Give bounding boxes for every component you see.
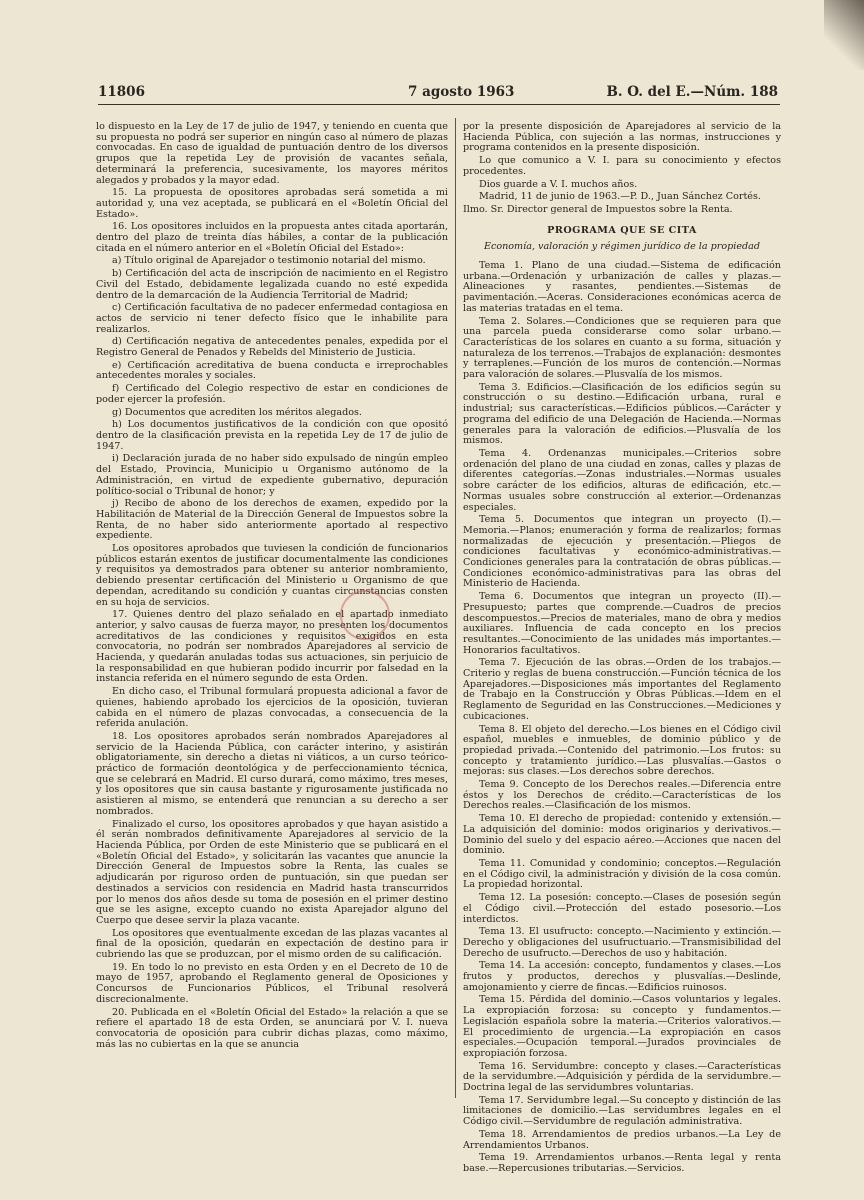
- paragraph: f) Certificado del Colegio respectivo de estar en condiciones de poder ejercer la profesión.: [96, 383, 448, 405]
- paragraph: Madrid, 11 de junio de 1963.—P. D., Juan Sánchez Cortés.: [479, 191, 761, 203]
- paragraph: d) Certificación negativa de antecedentes penales, expedida por el Registro General de Penados y Rebelds del Ministerio de Justicia.: [96, 336, 448, 359]
- paragraph: Lo que comunico a V. I. para su conocimiento y efectos procedentes.: [463, 155, 781, 177]
- program-topic: Tema 15. Pérdida del dominio.—Casos voluntarios y legales. La expropiación forzosa: su concepto y fundamentos.—Legislación española sobre la materia.—Criterios valorativos.—El procedimiento de urgencia.—La expropiación en casos especiales.—Ocupación temporal.—Jurados provinciales de expropiación forzosa.: [463, 994, 781, 1059]
- paragraph: por la presente disposición de Aparejadores al servicio de la Hacienda Pública, con sujeción a las normas, instrucciones y programa contenidos en la presente disposición.: [463, 121, 781, 154]
- paragraph: Ilmo. Sr. Director general de Impuestos sobre la Renta.: [463, 203, 733, 215]
- paragraph: 19. En todo lo no previsto en esta Orden y en el Decreto de 10 de mayo de 1957, aprobando el Reglamento general de Oposiciones y Concursos de Funcionarios Públicos, el Tribunal resolverá discrecionalmente.: [96, 961, 448, 1005]
- paragraph: 15. La propuesta de opositores aprobadas será sometida a mi autoridad y, una vez aceptada, se publicará en el «Boletín Oficial del Estado».: [96, 187, 448, 220]
- right-column-intro: [463, 122, 781, 216]
- program-topics: [463, 261, 781, 1175]
- left-column: [96, 122, 448, 1052]
- right-column: [463, 122, 781, 1177]
- paragraph: 17. Quienes dentro del plazo señalado en el apartado inmediato anterior, y salvo causas de fuerza mayor, no presenten los documentos acreditativos de las condiciones y requisitos exigidos en esta convocatoria, no podrán ser nombrados Aparejadores al servicio de Hacienda, y quedarán anuladas todas sus actuaciones, sin perjuicio de la responsabilidad en que hubieran podido incurrir por falsedad en la instancia referida en el número segundo de esta Orden.: [96, 609, 448, 685]
- paragraph: h) Los documentos justificativos de la condición con que opositó dentro de la clasificación prevista en la repetida Ley de 17 de julio de 1947.: [96, 419, 448, 452]
- paragraph: b) Certificación del acta de inscripción de nacimiento en el Registro Civil del Estado, debidamente legalizada cuando no esté expedida dentro de la demarcación de la Audiencia Territorial de Madrid;: [96, 268, 448, 301]
- page-header: [98, 84, 778, 106]
- program-topic: Tema 5. Documentos que integran un proyecto (I).—Memoria.—Planos; enumeración y forma de realizarlos; formas normalizadas de ejecución y presentación.—Pliegos de condiciones facultativas y económico-administrativas.—Condiciones generales para la contratación de obras públicas.—Condiciones económico-administrativas para las obras del Ministerio de Hacienda.: [463, 514, 781, 590]
- paragraph: j) Recibo de abono de los derechos de examen, expedido por la Habilitación de Material de la Dirección General de Impuestos sobre la Renta, de no haber sido anteriormente aportado al respectivo expediente.: [96, 498, 448, 542]
- paragraph: 18. Los opositores aprobados serán nombrados Aparejadores al servicio de la Hacienda Pública, con carácter interino, y asistirán obligatoriamente, sin derecho a dietas ni viáticos, a un curso teórico-práctico de formación deontológica y de perfeccionamiento técnica, que se celebrará en Madrid. El curso durará, como máximo, tres meses, y los opositores que sin causa bastante y rigurosamente justificada no asistieren al mismo, se entenderá que renuncian a su derecho a ser nombrados.: [96, 730, 448, 817]
- program-topic: Tema 2. Solares.—Condiciones que se requieren para que una parcela pueda considerarse como solar urbano.—Características de los solares en cuanto a su forma, situación y naturaleza de los terrenos.—Trabajos de explanación: desmontes y terraplenes.—Función de los muros de contención.—Normas para valoración de solares.—Plusvalía de los mismos.: [463, 315, 781, 381]
- header-rule: [98, 104, 780, 105]
- program-subtitle: Economía, valoración y régimen jurídico de la propiedad: [483, 241, 761, 253]
- program-topic: Tema 4. Ordenanzas municipales.—Criterios sobre ordenación del plano de una ciudad en zonas, calles y plazas de diferentes categorías.—Zonas industriales.—Normas usuales sobre carácter de los edificios, alturas de edificación, etc.—Normas usuales sobre construcción al exterior.—Ordenanzas especiales.: [463, 447, 781, 513]
- paragraph: 16. Los opositores incluidos en la propuesta antes citada aportarán, dentro del plazo de treinta días hábiles, a contar de la publicación citada en el número anterior en el «Boletín Oficial del Estado»:: [96, 221, 448, 254]
- program-topic: Tema 6. Documentos que integran un proyecto (II).—Presupuesto; partes que comprende.—Cuadros de precios descompuestos.—Precios de materiales, mano de obra y medios auxiliares. Influencia de cada concepto en los precios resultantes.—Conocimiento de las unidades más importantes.—Honorarios facultativos.: [463, 591, 781, 656]
- ink-stamp: [340, 590, 390, 640]
- program-topic: Tema 1. Plano de una ciudad.—Sistema de edificación urbana.—Ordenación y urbanización de calles y plazas.—Alineaciones y rasantes, pendientes.—Sistemas de pavimentación.—Aceras. Consideraciones económicas acerca de las materias tratadas en el tema.: [463, 260, 781, 314]
- paragraph: Finalizado el curso, los opositores aprobados y que hayan asistido a él serán nombrados definitivamente Aparejadores al servicio de la Hacienda Pública, por Orden de este Ministerio que se publicará en el «Boletín Oficial del Estado», y solicitarán las vacantes que anuncie la Dirección General de Impuestos sobre la Renta, las cuales se adjudicarán por riguroso orden de puntuación, sin que puedan ser destinados a servicios con residencia en Madrid hasta transcurridos por lo menos dos años desde su toma de posesión en el primer destino que se les asigne, excepto cuando no exista Aparejador alguno del Cuerpo que desee servir la plaza vacante.: [96, 818, 448, 926]
- paragraph: En dicho caso, el Tribunal formulará propuesta adicional a favor de quienes, habiendo aprobado los ejercicios de la oposición, tuvieran cabida en el número de plazas convocadas, a consecuencia de la referida anulación.: [96, 686, 448, 730]
- paragraph: a) Título original de Aparejador o testimonio notarial del mismo.: [112, 255, 426, 267]
- paragraph: g) Documentos que acrediten los méritos alegados.: [112, 406, 362, 418]
- paragraph: lo dispuesto en la Ley de 17 de julio de 1947, y teniendo en cuenta que su propuesta no podrá ser superior en ningún caso al número de plazas convocadas. En caso de igualdad de puntuación dentro de los diversos grupos que la repetida Ley de provisión de vacantes señala, determinará la preferencia, sucesivamente, los mayores méritos alegados y probados y la mayor edad.: [96, 121, 448, 186]
- paragraph: 20. Publicada en el «Boletín Oficial del Estado» la relación a que se refiere el apartado 18 de esta Orden, se anunciará por V. I. nueva convocatoria de oposición para cubrir dichas plazas, como máximo, más las no cubiertas en la que se anuncia: [96, 1006, 448, 1050]
- program-topic: Tema 11. Comunidad y condominio; conceptos.—Regulación en el Código civil, la administración y división de la cosa común. La propiedad horizontal.: [463, 858, 781, 891]
- issue-date: 7 agosto 1963: [408, 84, 515, 100]
- program-topic: Tema 19. Arrendamientos urbanos.—Renta legal y renta base.—Repercusiones tributarias.—Servicios.: [463, 1152, 781, 1174]
- program-topic: Tema 16. Servidumbre: concepto y clases.—Características de la servidumbre.—Adquisición y pérdida de la servidumbre.—Doctrina legal de las servidumbres voluntarias.: [463, 1060, 781, 1094]
- program-topic: Tema 17. Servidumbre legal.—Su concepto y distinción de las limitaciones de domicilio.—Las servidumbres legales en el Código civil.—Servidumbre de regulación administrativa.: [463, 1094, 781, 1128]
- program-topic: Tema 14. La accesión: concepto, fundamentos y clases.—Los frutos y productos, derechos y plusvalías.—Deslinde, amojonamiento y cierre de fincas.—Edificios ruinosos.: [463, 960, 781, 993]
- program-topic: Tema 7. Ejecución de las obras.—Orden de los trabajos.—Criterio y reglas de buena construcción.—Función técnica de los Aparejadores.—Disposiciones más importantes del Reglamento de Trabajo en la Construcción y Obras Públicas.—Idem en el Reglamento de Seguridad en las Construcciones.—Mediciones y cubicaciones.: [463, 657, 781, 722]
- program-topic: Tema 12. La posesión: concepto.—Clases de posesión según el Código civil.—Protección del estado posesorio.—Los interdictos.: [463, 892, 781, 925]
- paragraph: e) Certificación acreditativa de buena conducta e irreprochables antecedentes morales y sociales.: [96, 359, 448, 382]
- program-topic: Tema 10. El derecho de propiedad: contenido y extensión.—La adquisición del dominio: modos originarios y derivativos.—Dominio del suelo y del espacio aéreo.—Acciones que nacen del dominio.: [463, 813, 781, 857]
- program-topic: Tema 13. El usufructo: concepto.—Nacimiento y extinción.—Derecho y obligaciones del usufructuario.—Transmisibilidad del Derecho de usufructo.—Derechos de uso y habitación.: [463, 926, 781, 959]
- program-topic: Tema 8. El objeto del derecho.—Los bienes en el Código civil español, muebles e inmuebles, de dominio público y de propiedad privada.—Contenido del patrimonio.—Los frutos: su concepto y tratamiento jurídico.—Las plusvalías.—Gastos o mejoras: sus clases.—Los derechos sobre derechos.: [463, 723, 781, 778]
- paragraph: Dios guarde a V. I. muchos años.: [479, 178, 638, 190]
- page-corner-shadow: [824, 0, 864, 70]
- program-title: PROGRAMA QUE SE CITA: [547, 224, 697, 236]
- paragraph: Los opositores que eventualmente excedan de las plazas vacantes al final de la oposición, quedarán en expectación de destino para ir cubriendo las que se produzcan, por el mismo orden de su calificación.: [96, 927, 448, 961]
- paragraph: i) Declaración jurada de no haber sido expulsado de ningún empleo del Estado, Provincia, Municipio u Organismo autónomo de la Administración, en virtud de expediente gubernativo, depuración político-social o Tribunal de honor; y: [96, 453, 448, 497]
- program-topic: Tema 3. Edificios.—Clasificación de los edificios según su construcción o su destino.—Edificación urbana, rural e industrial; sus características.—Edificios públicos.—Carácter y programa del edificio de una Delegación de Hacienda.—Normas generales para la valoración de edificios.—Plusvalía de los mismos.: [463, 381, 781, 447]
- paragraph: Los opositores aprobados que tuviesen la condición de funcionarios públicos estarán exentos de justificar documentalmente las condiciones y requisitos ya demostrados para obtener su anterior nombramiento, debiendo presentar certificación del Ministerio u Organismo de que dependan, acreditando su condición y cuantas circunstancias consten en su hoja de servicios.: [96, 543, 448, 608]
- bulletin-number: B. O. del E.—Núm. 188: [606, 84, 778, 100]
- program-topic: Tema 9. Concepto de los Derechos reales.—Diferencia entre éstos y los Derechos de crédito.—Características de los Derechos reales.—Clasificación de los mismos.: [463, 779, 781, 812]
- program-topic: Tema 18. Arrendamientos de predios urbanos.—La Ley de Arrendamientos Urbanos.: [463, 1128, 781, 1151]
- column-divider: [455, 118, 456, 1098]
- paragraph: c) Certificación facultativa de no padecer enfermedad contagiosa en actos de servicio ni tener defecto físico que le inhabilite para realizarlos.: [96, 302, 448, 335]
- page-number: 11806: [98, 84, 145, 100]
